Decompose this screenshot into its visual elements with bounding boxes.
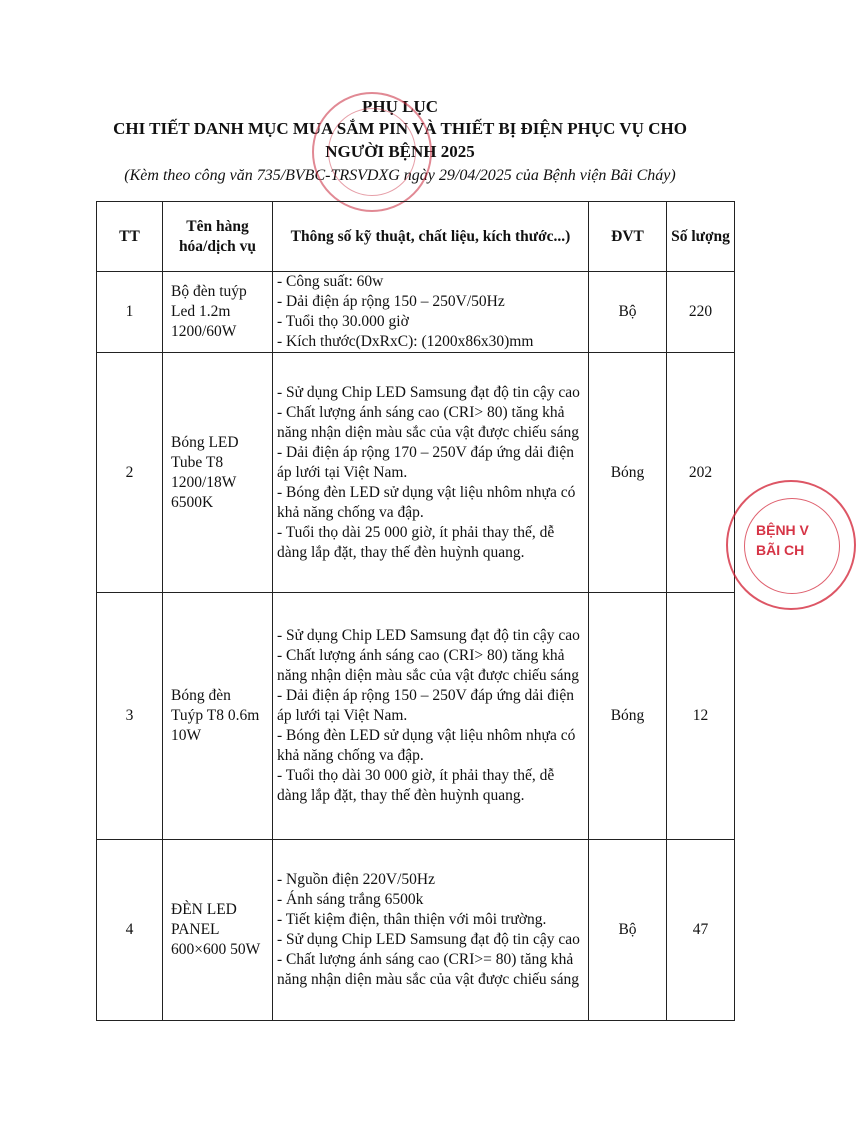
row-qty: 47 bbox=[667, 840, 735, 1021]
row-qty: 202 bbox=[667, 353, 735, 593]
stamp-text-line1: BỆNH V bbox=[756, 522, 809, 538]
column-header-unit: ĐVT bbox=[589, 202, 667, 272]
items-table bbox=[96, 201, 735, 1021]
row-tt: 4 bbox=[97, 840, 163, 1021]
spec-line: - Dải điện áp rộng 170 – 250V đáp ứng dải điện áp lưới tại Việt Nam. bbox=[277, 443, 574, 481]
row-name: Bóng LED Tube T8 1200/18W 6500K bbox=[163, 353, 273, 593]
spec-line: - Chất lượng ánh sáng cao (CRI> 80) tăng khả năng nhận diện màu sắc của vật được chiếu sáng bbox=[277, 647, 579, 684]
row-unit: Bộ bbox=[589, 840, 667, 1021]
spec-line: - Sử dụng Chip LED Samsung đạt độ tin cậy cao bbox=[277, 383, 580, 401]
document-title: PHỤ LỤC bbox=[361, 97, 439, 116]
spec-line: - Sử dụng Chip LED Samsung đạt độ tin cậy cao bbox=[277, 931, 580, 948]
stamp-text-line2: BÃI CH bbox=[756, 542, 805, 558]
table-row bbox=[97, 840, 735, 1021]
row-name: Bóng đèn Tuýp T8 0.6m 10W bbox=[163, 593, 273, 840]
spec-line: - Bóng đèn LED sử dụng vật liệu nhôm nhựa có khả năng chống va đập. bbox=[277, 483, 576, 521]
row-name: Bộ đèn tuýp Led 1.2m 1200/60W bbox=[163, 272, 273, 353]
spec-line: - Dải điện áp rộng 150 – 250V/50Hz bbox=[277, 293, 505, 310]
spec-line: - Sử dụng Chip LED Samsung đạt độ tin cậy cao bbox=[277, 627, 580, 644]
column-header-name: Tên hàng hóa/dịch vụ bbox=[163, 202, 273, 272]
document-subtitle: (Kèm theo công văn 735/BVBC-TRSVDXG ngày 29/04/2025 của Bệnh viện Bãi Cháy) bbox=[124, 167, 676, 184]
row-tt: 3 bbox=[97, 593, 163, 840]
document-title-line3: NGƯỜI BỆNH 2025 bbox=[325, 142, 475, 161]
spec-line: - Tuổi thọ dài 25 000 giờ, ít phải thay thế, dễ dàng lắp đặt, thay thế đèn huỳnh quang. bbox=[277, 523, 555, 561]
spec-line: - Kích thước(DxRxC): (1200x86x30)mm bbox=[277, 333, 534, 350]
row-unit: Bộ bbox=[589, 272, 667, 353]
document-title-line2: CHI TIẾT DANH MỤC MUA SẮM PIN VÀ THIẾT BỊ ĐIỆN PHỤC VỤ CHO bbox=[113, 119, 687, 138]
spec-line: - Chất lượng ánh sáng cao (CRI> 80) tăng khả năng nhận diện màu sắc của vật được chiếu sáng bbox=[277, 403, 579, 441]
table-header-row bbox=[97, 202, 735, 272]
spec-line: - Tuổi thọ 30.000 giờ bbox=[277, 313, 409, 330]
spec-line: - Tiết kiệm điện, thân thiện với môi trường. bbox=[277, 911, 547, 928]
row-name: ĐÈN LED PANEL 600×600 50W bbox=[163, 840, 273, 1021]
hospital-stamp-text bbox=[756, 520, 846, 560]
row-tt: 1 bbox=[97, 272, 163, 353]
spec-line: - Nguồn điện 220V/50Hz bbox=[277, 871, 435, 888]
row-qty: 12 bbox=[667, 593, 735, 840]
row-specs bbox=[273, 353, 589, 593]
table-row bbox=[97, 353, 735, 593]
spec-line: - Tuổi thọ dài 30 000 giờ, ít phải thay thế, dễ dàng lắp đặt, thay thế đèn huỳnh quang. bbox=[277, 767, 555, 804]
row-specs bbox=[273, 593, 589, 840]
table-row bbox=[97, 593, 735, 840]
spec-line: - Bóng đèn LED sử dụng vật liệu nhôm nhựa có khả năng chống va đập. bbox=[277, 727, 576, 764]
row-unit: Bóng bbox=[589, 593, 667, 840]
spec-line: - Dải điện áp rộng 150 – 250V đáp ứng dải điện áp lưới tại Việt Nam. bbox=[277, 687, 574, 724]
document-header bbox=[0, 96, 800, 187]
row-unit: Bóng bbox=[589, 353, 667, 593]
row-specs bbox=[273, 272, 589, 353]
row-tt: 2 bbox=[97, 353, 163, 593]
spec-line: - Chất lượng ánh sáng cao (CRI>= 80) tăng khả năng nhận diện màu sắc của vật được chiếu sáng bbox=[277, 951, 579, 988]
hospital-stamp bbox=[726, 480, 856, 610]
column-header-qty: Số lượng bbox=[667, 202, 735, 272]
table-row bbox=[97, 272, 735, 353]
column-header-specs: Thông số kỹ thuật, chất liệu, kích thước...) bbox=[273, 202, 589, 272]
spec-line: - Công suất: 60w bbox=[277, 273, 384, 290]
row-specs bbox=[273, 840, 589, 1021]
spec-line: - Ánh sáng trắng 6500k bbox=[277, 891, 424, 908]
column-header-tt: TT bbox=[97, 202, 163, 272]
row-qty: 220 bbox=[667, 272, 735, 353]
